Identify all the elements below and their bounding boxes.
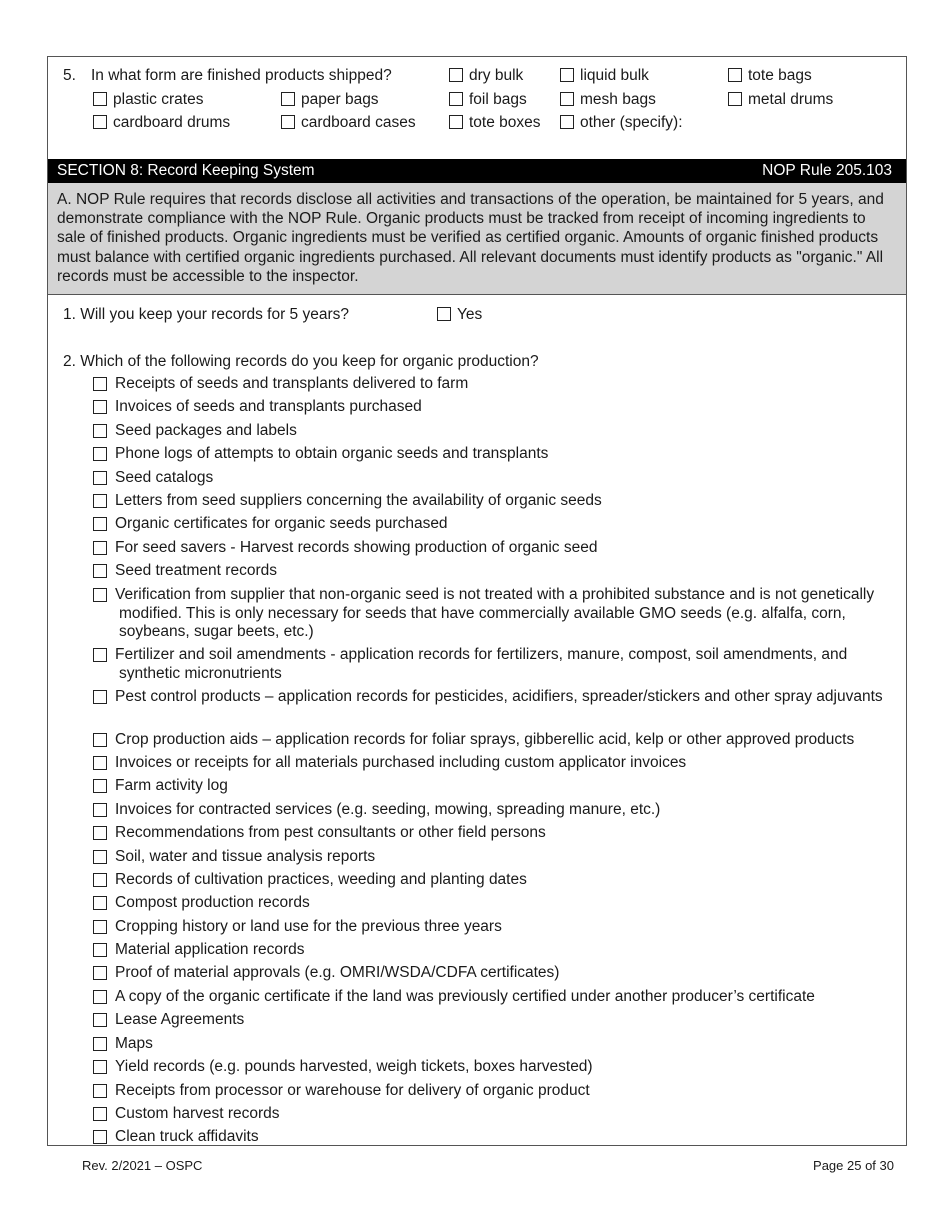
checkbox[interactable] (93, 564, 107, 578)
checkbox[interactable] (93, 966, 107, 980)
checkbox[interactable] (449, 68, 463, 82)
record-item[interactable]: Cropping history or land use for the previous three years (93, 918, 893, 937)
checkbox[interactable] (93, 850, 107, 864)
q5-option-foil-bags[interactable]: foil bags (449, 90, 527, 109)
q5-option-metal-drums[interactable]: metal drums (728, 90, 833, 109)
q5-number: 5. (63, 67, 76, 84)
record-item[interactable]: Material application records (93, 941, 893, 960)
q5-option-mesh-bags[interactable]: mesh bags (560, 90, 656, 109)
record-item[interactable]: Records of cultivation practices, weeding and planting dates (93, 871, 893, 890)
checkbox[interactable] (281, 92, 295, 106)
record-item[interactable]: Verification from supplier that non-organic seed is not treated with a prohibited substance and is not genetically modified. This is only necessary for seeds that have commercially available GMO seeds (e.g. alfalfa, corn, soybeans, sugar beets, etc.) (93, 586, 893, 642)
section-rule: NOP Rule 205.103 (762, 162, 892, 179)
checkbox[interactable] (93, 92, 107, 106)
checkbox[interactable] (93, 447, 107, 461)
checkbox[interactable] (93, 779, 107, 793)
checkbox[interactable] (728, 92, 742, 106)
record-item[interactable]: Seed packages and labels (93, 422, 893, 441)
record-item[interactable]: Organic certificates for organic seeds purchased (93, 515, 893, 534)
checkbox[interactable] (93, 920, 107, 934)
q5-option-cardboard-drums[interactable]: cardboard drums (93, 113, 230, 132)
record-item[interactable]: For seed savers - Harvest records showing production of organic seed (93, 539, 893, 558)
checkbox[interactable] (93, 377, 107, 391)
checkbox[interactable] (728, 68, 742, 82)
record-item[interactable]: Farm activity log (93, 777, 893, 796)
record-item[interactable]: Phone logs of attempts to obtain organic seeds and transplants (93, 445, 893, 464)
record-item[interactable]: Clean truck affidavits (93, 1128, 893, 1147)
checkbox[interactable] (93, 1060, 107, 1074)
q1-option-yes[interactable]: Yes (437, 305, 482, 324)
record-item[interactable]: Receipts from processor or warehouse for delivery of organic product (93, 1082, 893, 1101)
record-item[interactable]: Recommendations from pest consultants or other field persons (93, 824, 893, 843)
checkbox[interactable] (560, 115, 574, 129)
record-item[interactable]: A copy of the organic certificate if the land was previously certified under another producer’s certificate (93, 988, 893, 1007)
record-item[interactable]: Invoices or receipts for all materials purchased including custom applicator invoices (93, 754, 893, 773)
record-item[interactable]: Invoices of seeds and transplants purchased (93, 398, 893, 417)
record-item[interactable]: Fertilizer and soil amendments - application records for fertilizers, manure, compost, soil amendments, and synthetic micronutrients (93, 646, 893, 683)
checkbox[interactable] (93, 1037, 107, 1051)
checkbox[interactable] (93, 803, 107, 817)
q5-option-plastic-crates[interactable]: plastic crates (93, 90, 203, 109)
record-item[interactable]: Letters from seed suppliers concerning the availability of organic seeds (93, 492, 893, 511)
q5-option-cardboard-cases[interactable]: cardboard cases (281, 113, 416, 132)
checkbox[interactable] (93, 517, 107, 531)
checkbox[interactable] (93, 873, 107, 887)
checkbox[interactable] (93, 494, 107, 508)
record-item[interactable]: Yield records (e.g. pounds harvested, weigh tickets, boxes harvested) (93, 1058, 893, 1077)
section-header (48, 159, 906, 183)
checkbox[interactable] (449, 115, 463, 129)
checkbox[interactable] (560, 68, 574, 82)
checkbox[interactable] (93, 1084, 107, 1098)
section-note: A. NOP Rule requires that records disclose all activities and transactions of the operation, be maintained for 5 years, and demonstrate compliance with the NOP Rule. Organic products must be tracked from receipt of incoming ingredients to sale of finished products. Organic ingredients must be verified as certified organic. Amounts of organic finished products must balance with certified organic ingredients purchased. All relevant documents must identify products as "organic." All records must be accessible to the inspector. (48, 183, 906, 295)
checkbox[interactable] (93, 648, 107, 662)
footer-revision: Rev. 2/2021 – OSPC (82, 1158, 203, 1173)
checkbox[interactable] (93, 756, 107, 770)
checkbox[interactable] (93, 826, 107, 840)
section-title: SECTION 8: Record Keeping System (57, 162, 315, 179)
checkbox[interactable] (93, 896, 107, 910)
record-item[interactable]: Seed catalogs (93, 469, 893, 488)
checkbox[interactable] (437, 307, 451, 321)
checkbox[interactable] (93, 990, 107, 1004)
q5-option-tote-bags[interactable]: tote bags (728, 66, 812, 85)
checkbox[interactable] (93, 1107, 107, 1121)
q5-option-dry-bulk[interactable]: dry bulk (449, 66, 523, 85)
form-frame (47, 56, 907, 1146)
checkbox[interactable] (449, 92, 463, 106)
checkbox[interactable] (93, 400, 107, 414)
record-item[interactable]: Receipts of seeds and transplants delivered to farm (93, 375, 893, 394)
checkbox[interactable] (93, 471, 107, 485)
checkbox[interactable] (93, 943, 107, 957)
checkbox[interactable] (93, 1013, 107, 1027)
record-item[interactable]: Lease Agreements (93, 1011, 893, 1030)
record-item[interactable]: Invoices for contracted services (e.g. seeding, mowing, spreading manure, etc.) (93, 801, 893, 820)
q5-question: In what form are finished products shipped? (91, 67, 392, 84)
record-item[interactable]: Seed treatment records (93, 562, 893, 581)
checkbox[interactable] (93, 733, 107, 747)
footer-page-number: Page 25 of 30 (813, 1158, 894, 1173)
checkbox[interactable] (93, 690, 107, 704)
checkbox[interactable] (93, 424, 107, 438)
q5-option-liquid-bulk[interactable]: liquid bulk (560, 66, 649, 85)
record-item[interactable]: Pest control products – application records for pesticides, acidifiers, spreader/stickers and other spray adjuvants (93, 688, 893, 707)
record-item[interactable]: Soil, water and tissue analysis reports (93, 848, 893, 867)
q5-option-other[interactable]: other (specify): (560, 113, 683, 132)
record-item[interactable]: Compost production records (93, 894, 893, 913)
q1-text: 1. Will you keep your records for 5 years? (63, 306, 350, 323)
record-item[interactable]: Proof of material approvals (e.g. OMRI/WSDA/CDFA certificates) (93, 964, 893, 983)
record-item[interactable]: Custom harvest records (93, 1105, 893, 1124)
checkbox[interactable] (93, 1130, 107, 1144)
record-item[interactable]: Maps (93, 1035, 893, 1054)
checkbox[interactable] (93, 541, 107, 555)
checkbox[interactable] (560, 92, 574, 106)
record-item[interactable]: Crop production aids – application records for foliar sprays, gibberellic acid, kelp or other approved products (93, 731, 893, 750)
q5-option-tote-boxes[interactable]: tote boxes (449, 113, 541, 132)
checkbox[interactable] (93, 588, 107, 602)
checkbox[interactable] (93, 115, 107, 129)
checkbox[interactable] (281, 115, 295, 129)
q5-option-paper-bags[interactable]: paper bags (281, 90, 379, 109)
q2-text: 2. Which of the following records do you keep for organic production? (63, 353, 539, 370)
